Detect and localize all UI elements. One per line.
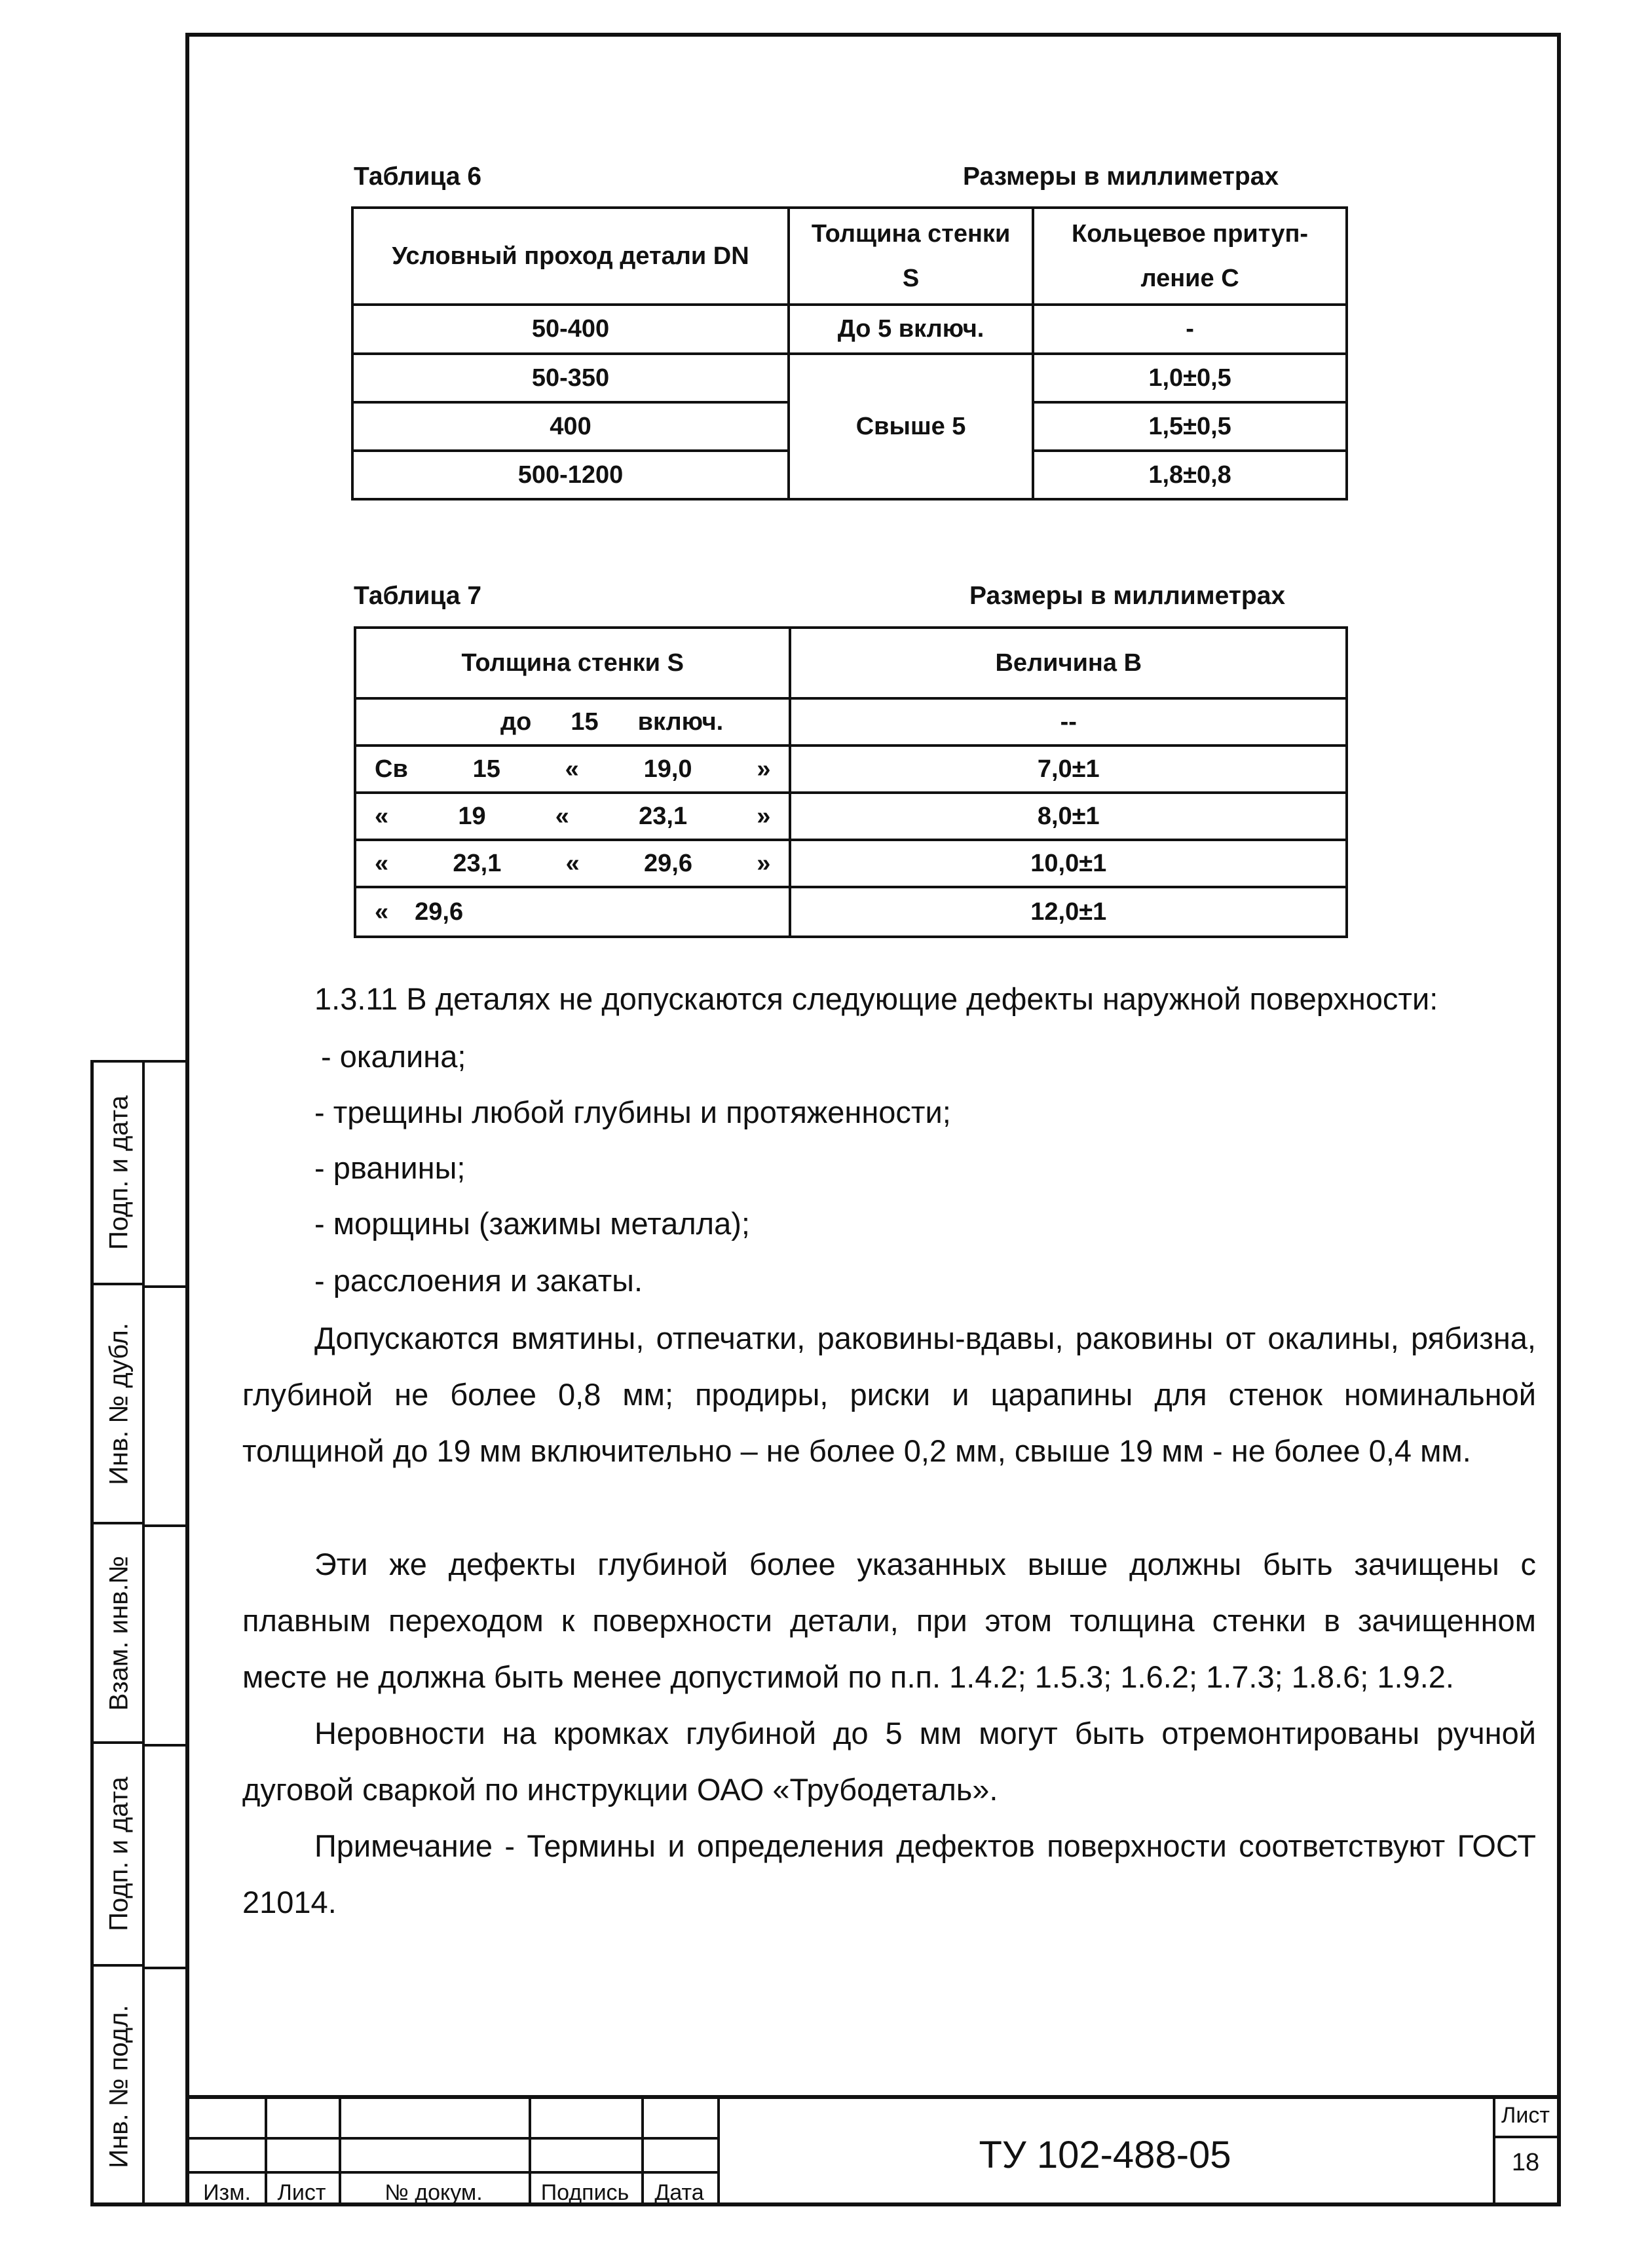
table7-wall-part: 29,6 xyxy=(415,898,464,926)
defect-item: - морщины (зажимы металла); xyxy=(314,1206,750,1241)
table7-wall-part: « xyxy=(565,849,580,877)
table-row xyxy=(355,887,1347,937)
table-row xyxy=(352,354,1347,402)
table7-wall-part: » xyxy=(757,802,771,830)
table7-wall-part: 23,1 xyxy=(639,802,688,830)
stamp-label-signature: Подпись xyxy=(540,2180,629,2205)
table6-header-blunt-line1: Кольцевое притуп- xyxy=(1072,220,1309,248)
paragraph-allowed-defects: Допускаются вмятины, отпечатки, раковины-вдавы, раковины от окалины, рябизна, глубиной не более 0,8 мм; продиры, риски и царапины для стенок номинальной толщиной до 19 мм включительно – не более 0,2 мм, свыше 19 мм - не более 0,4 мм. xyxy=(242,1321,1536,1468)
table6-cell-dn: 500-1200 xyxy=(352,451,789,499)
table6-header-wall-line2: S xyxy=(902,265,920,292)
stamp-row-line xyxy=(1493,2136,1558,2138)
table-row xyxy=(355,746,1347,793)
side-divider xyxy=(145,1524,189,1527)
table7-cell-wall xyxy=(355,793,790,840)
defect-item: - окалина; xyxy=(321,1039,466,1074)
table6-header-dn: Условный проход детали DN xyxy=(352,208,789,305)
table6-caption: Таблица 6 xyxy=(354,162,482,191)
defect-item: - трещины любой глубины и протяженности; xyxy=(314,1095,951,1129)
title-block xyxy=(189,2095,1558,2206)
stamp-label-doc-number: № докум. xyxy=(384,2180,483,2205)
side-cell-replace-inv xyxy=(94,1524,145,1744)
paragraph-note: Примечание - Термины и определения дефектов поверхности соответствуют ГОСТ 21014. xyxy=(242,1828,1536,1919)
stamp-label-date: Дата xyxy=(654,2180,704,2205)
table7-wall-part: до xyxy=(500,708,532,736)
side-label-column xyxy=(94,1063,145,2202)
side-cell-dup-inv xyxy=(94,1285,145,1524)
table-row xyxy=(352,305,1347,354)
table7-wall-part: « xyxy=(375,898,389,926)
defect-item: - расслоения и закаты. xyxy=(314,1263,643,1298)
table7-caption: Таблица 7 xyxy=(354,582,482,610)
table7-wall-part: 15 xyxy=(472,755,500,783)
table7-header-value: Величина B xyxy=(790,628,1347,698)
table7-cell-value: 10,0±1 xyxy=(790,840,1347,887)
paragraph-repair: Неровности на кромках глубиной до 5 мм могут быть отремонтированы ручной дуговой сваркой по инструкции ОАО «Трубодеталь». xyxy=(242,1716,1536,1807)
side-cell-orig-inv xyxy=(94,1967,145,2206)
table7-cell-value: 7,0±1 xyxy=(790,746,1347,793)
table7-wall-part: « xyxy=(375,802,389,830)
table6-header-row xyxy=(352,208,1347,305)
table7-cell-wall xyxy=(355,887,790,937)
table7-wall-part: « xyxy=(565,755,579,783)
table7-wall-part: Св xyxy=(375,755,408,783)
table6 xyxy=(351,206,1348,501)
table6-header-wall-line1: Толщина стенки xyxy=(811,220,1011,248)
table6-header-blunt-line2: ление C xyxy=(1140,265,1239,292)
table7-wall-part: « xyxy=(375,849,389,877)
table6-cell-dn: 50-350 xyxy=(352,354,789,402)
table-row xyxy=(355,793,1347,840)
stamp-label-sheet: Лист xyxy=(277,2180,326,2205)
side-label: Инв. № дубл. xyxy=(104,1322,134,1485)
table7-wall-part: « xyxy=(555,802,569,830)
table7-wall-part: 19,0 xyxy=(643,755,692,783)
table7-wall-part: 23,1 xyxy=(453,849,502,877)
sheet-label: Лист xyxy=(1501,2103,1550,2128)
table6-units: Размеры в миллиметрах xyxy=(963,162,1279,191)
table6-header-wall xyxy=(789,208,1033,305)
table6-cell-dn: 50-400 xyxy=(352,305,789,354)
table7-cell-value: 12,0±1 xyxy=(790,887,1347,937)
stamp-row-line xyxy=(189,2137,717,2140)
table7-wall-part: » xyxy=(757,849,771,877)
side-cell-sign-date-1 xyxy=(94,1063,145,1285)
table6-cell-wall: До 5 включ. xyxy=(789,305,1033,354)
table6-header-blunt xyxy=(1033,208,1347,305)
item-intro: 1.3.11 В деталях не допускаются следующие дефекты наружной поверхности: xyxy=(314,981,1438,1016)
table6-cell-dn: 400 xyxy=(352,402,789,451)
table7-wall-part: включ. xyxy=(637,708,724,736)
table7-cell-wall xyxy=(355,698,790,746)
stamp-row-line xyxy=(189,2171,717,2174)
table7 xyxy=(354,626,1348,938)
side-divider xyxy=(145,1967,189,1969)
side-divider xyxy=(145,1285,189,1288)
document-designation: ТУ 102-488-05 xyxy=(979,2134,1231,2176)
table7-wall-part: 19 xyxy=(458,802,486,830)
sheet-number: 18 xyxy=(1511,2149,1540,2176)
paragraph-cleanup: Эти же дефекты глубиной более указанных выше должны быть зачищены с плавным переходом к поверхности детали, при этом толщина стенки в зачищенном месте не должна быть менее допустимой по п.п. 1.4.2; 1.5.3; 1.6.2; 1.7.3; 1.8.6; 1.9.2. xyxy=(242,1547,1536,1694)
defect-item: - рванины; xyxy=(314,1150,466,1185)
table7-cell-value: 8,0±1 xyxy=(790,793,1347,840)
table6-cell-wall: Свыше 5 xyxy=(789,354,1033,499)
table7-wall-part: 29,6 xyxy=(644,849,693,877)
table7-units: Размеры в миллиметрах xyxy=(969,582,1286,610)
table-row xyxy=(355,698,1347,746)
table7-cell-wall xyxy=(355,746,790,793)
table7-wall-part: » xyxy=(757,755,771,783)
side-divider xyxy=(145,1744,189,1747)
table6-cell-blunt: - xyxy=(1033,305,1347,354)
side-stamp xyxy=(90,1060,189,2206)
side-label: Подп. и дата xyxy=(104,1095,134,1250)
table7-header-wall: Толщина стенки S xyxy=(355,628,790,698)
table6-cell-blunt: 1,5±0,5 xyxy=(1033,402,1347,451)
table7-header-row xyxy=(355,628,1347,698)
table-row xyxy=(355,840,1347,887)
table7-cell-wall xyxy=(355,840,790,887)
side-label: Подп. и дата xyxy=(104,1777,134,1931)
side-label: Взам. инв.№ xyxy=(104,1555,134,1710)
stamp-label-change: Изм. xyxy=(203,2180,251,2205)
side-cell-sign-date-2 xyxy=(94,1744,145,1967)
table6-cell-blunt: 1,8±0,8 xyxy=(1033,451,1347,499)
side-label: Инв. № подл. xyxy=(104,2005,134,2168)
table6-cell-blunt: 1,0±0,5 xyxy=(1033,354,1347,402)
table7-wall-part: 15 xyxy=(571,708,599,736)
table7-cell-value: -- xyxy=(790,698,1347,746)
